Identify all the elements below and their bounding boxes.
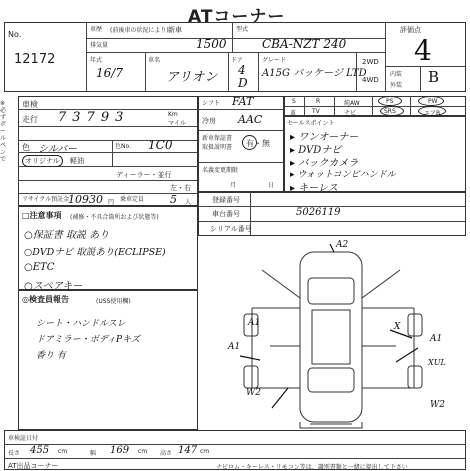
capacity-value: 5 [170, 193, 177, 206]
equip-srs: SRS [384, 108, 396, 115]
aircon-value: AAC [238, 113, 263, 126]
width-value: 169 [110, 445, 130, 456]
model-code: CBA-NZT 240 [262, 37, 347, 51]
mileage-value: 73793 [58, 110, 130, 125]
mark-a1-extra: A1 [248, 318, 261, 328]
height-label: 高さ [160, 450, 173, 457]
warranty-value: 有・無 [246, 139, 270, 148]
shift-code: D [238, 76, 248, 90]
recycle-unit: 円 [108, 199, 115, 206]
note-2: ○DVDナビ 取説あり(ECLIPSE) [24, 247, 166, 258]
notes-header: □注意事項 [22, 211, 62, 220]
interior-label: 内装 [390, 71, 403, 78]
equip-airbag: エアB [424, 110, 441, 117]
width-unit: cm [138, 448, 148, 455]
mark-right: A1 [430, 334, 443, 344]
notes-sub: (補修・不具合箇所および状態等) [70, 214, 159, 221]
score-value: 4 [414, 34, 432, 67]
sellpoint-1: ▸ ワンオーナー [290, 132, 359, 143]
color-label: 色 [22, 143, 30, 152]
mark-xul: XUL [428, 358, 446, 367]
lot-number: 12172 [14, 52, 56, 67]
grade-text: A15G パッケージ LTD [262, 68, 367, 79]
length-unit: cm [58, 448, 68, 455]
manual-label: 取扱説明書 [202, 144, 233, 151]
shift-label: シフト [202, 100, 221, 107]
equip-s: S [292, 98, 296, 105]
displacement-label: 排気量 [90, 42, 109, 49]
note-4: ○スペアキー [24, 281, 83, 292]
equip-aw: 純AW [344, 100, 360, 107]
footer-right: ナビロム・キーレス・リモコン等は、識別書類と一緒に提出して下さい [216, 464, 408, 471]
new-car-label: 新車 [168, 26, 182, 34]
equip-r: R [316, 98, 321, 105]
sellpoint-2: ▸ DVDナビ [290, 145, 342, 156]
warranty-circle [242, 135, 257, 150]
recycle-value: 10930 [68, 193, 103, 206]
inspector-sub: (USS使用欄) [96, 298, 131, 305]
mileage-note: マイル [168, 120, 186, 127]
car-diagram [200, 238, 466, 430]
equip-leather: 革 [290, 110, 297, 117]
displacement-value: 1500 [196, 37, 227, 51]
inspector-note-3: 香り 有 [36, 351, 66, 361]
drive-2wd: 2WD [362, 58, 379, 66]
color-value: シルバー [38, 144, 78, 155]
height-unit: cm [200, 448, 210, 455]
capacity-unit: 人 [185, 199, 192, 206]
sellpoint-label: セールスポイント [287, 120, 335, 127]
car-history-label: 車歴 [90, 26, 103, 33]
mark-x: X [394, 322, 401, 332]
note-3: ○ETC [24, 262, 55, 273]
serial-label: シリアル番号 [210, 225, 252, 233]
height-value: 147 [178, 445, 198, 456]
grade-field-label: グレード [262, 57, 287, 64]
mark-top: A2 [336, 240, 349, 250]
mark-w2-left: W2 [246, 388, 261, 398]
airbag-circle [418, 106, 446, 116]
lot-label: No. [8, 30, 22, 39]
fuel-original: オリジナル [22, 155, 63, 167]
footer-left: AT出品コーナー [8, 462, 59, 470]
month-label: 月 [230, 182, 237, 189]
fuel-option: 軽油 [70, 157, 84, 165]
equip-ps: PS [386, 98, 394, 105]
width-label: 幅 [90, 450, 97, 457]
year-value: 16/7 [96, 66, 123, 80]
car-history-note: (前後車の状況により) [110, 27, 169, 34]
car-name-label: 車名 [148, 57, 161, 64]
equip-pw: PW [428, 98, 438, 105]
sheet-title: ATコーナー [188, 7, 286, 27]
inspector-header: ◎検査員報告 [22, 295, 69, 304]
drive-4wd: 4WD [362, 76, 379, 84]
mileage-unit: Km [168, 111, 178, 118]
shaken-label: 車検 [22, 100, 38, 109]
srs-circle [380, 106, 404, 116]
sellpoint-4: ▸ ウォットコンビハンドル [290, 170, 396, 180]
sellpoint-3: ▸ バックカメラ [290, 158, 359, 169]
shift-value: FAT [232, 95, 254, 108]
color-no-label: 色No. [115, 143, 131, 150]
sellpoint-5: ▸ キーレス [290, 183, 338, 194]
doors-label: ドア [231, 57, 243, 64]
length-label: 長さ [8, 450, 21, 457]
pw-circle [418, 96, 444, 106]
warranty-label: 新車保証書 [202, 135, 233, 142]
chassis-value: 5026119 [296, 207, 341, 218]
mark-left: A1 [228, 342, 241, 352]
ps-circle [378, 96, 402, 106]
type-label: 型式 [236, 26, 249, 33]
registration-label: 登録番号 [212, 196, 240, 204]
inspector-note-2: ドアミラー・ボディPキズ [36, 335, 140, 345]
chassis-label: 車台番号 [212, 210, 240, 218]
dealer-label: ディーラー・並行 [116, 171, 172, 179]
mileage-label: 走行 [22, 115, 38, 124]
score-label: 評価点 [400, 26, 421, 34]
color-no-value: 1C0 [148, 138, 173, 152]
name-change-label: 名義変更期限 [202, 167, 239, 174]
mark-w2-right: W2 [430, 400, 445, 410]
capacity-label: 乗車定員 [120, 196, 145, 203]
equip-tv: TV [312, 108, 320, 115]
steering-label: 左・右 [170, 184, 191, 192]
equip-navi: ナビ [344, 110, 357, 117]
year-label: 年式 [90, 57, 103, 64]
exterior-label: 外装 [390, 82, 403, 89]
length-value: 455 [30, 445, 50, 456]
inspector-note-1: シート・ハンドルスレ [36, 319, 126, 329]
aircon-label: 冷房 [202, 117, 216, 125]
doors-value: 4 [238, 63, 246, 77]
shaken-until-label: 車検証日付 [8, 435, 39, 442]
interior-grade: B [428, 68, 440, 86]
margin-note: ※ 必 ず ボ ー ル ペ ン で [0, 100, 7, 163]
note-1: ○保証書 取説 あり [24, 230, 110, 241]
recycle-label: リサイクル預託金 [22, 196, 70, 203]
car-name: アリオン [166, 70, 218, 85]
day-label: 日 [268, 182, 275, 189]
